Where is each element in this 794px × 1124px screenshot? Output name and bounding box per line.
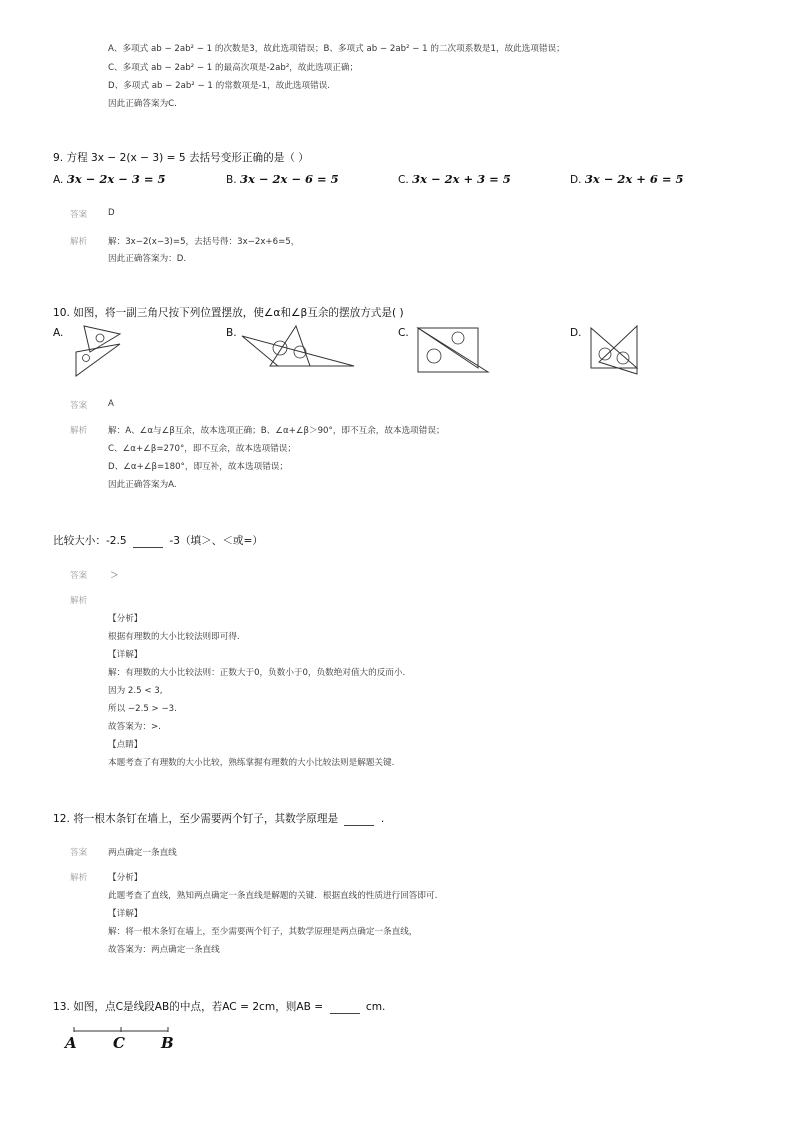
q10-figure-c xyxy=(412,322,492,374)
q11-answer-label: 答案 xyxy=(70,571,88,581)
q10-analysis-line3: D、∠α+∠β=180°，即互补，故本选项错误； xyxy=(108,462,288,472)
q9-option-d-label: D. xyxy=(570,174,582,186)
q10-figure-b xyxy=(240,322,356,372)
q9-option-a-expr: 3x − 2x − 3 = 5 xyxy=(66,172,166,186)
q13-answer-blank xyxy=(330,1003,360,1014)
q13-point-b: B xyxy=(161,1034,174,1052)
q11-answer: ＞ xyxy=(110,571,119,581)
q9-option-d xyxy=(570,172,684,186)
q12-xiangjie-heading: 【详解】 xyxy=(108,909,143,919)
q12-analysis-label: 解析 xyxy=(70,873,88,883)
q11-detail-line2: 因为 2.5 < 3, xyxy=(108,686,163,696)
q12-answer-blank xyxy=(344,815,374,826)
q9-option-b xyxy=(226,172,339,186)
q11-dianjing-text: 本题考查了有理数的大小比较，熟练掌握有理数的大小比较法则是解题关键. xyxy=(108,758,395,768)
q10-answer-label: 答案 xyxy=(70,401,88,411)
q12-answer: 两点确定一条直线 xyxy=(108,848,177,858)
q13-stem xyxy=(53,999,385,1014)
q9-answer-label: 答案 xyxy=(70,210,88,220)
q9-option-b-label: B. xyxy=(226,174,237,186)
q12-stem-pre: 12. 将一根木条钉在墙上，至少需要两个钉子，其数学原理是 xyxy=(53,813,339,825)
q8-explanation-line2: C、多项式 ab − 2ab² − 1 的最高次项是-2ab²，故此选项正确； xyxy=(108,63,359,73)
q11-xiangjie-heading: 【详解】 xyxy=(108,650,143,660)
q11-detail-line3: 所以 −2.5 > −3. xyxy=(108,704,177,714)
q10-answer: A xyxy=(108,399,114,409)
q8-explanation-line3: D、多项式 ab − 2ab² − 1 的常数项是-1，故此选项错误. xyxy=(108,81,331,91)
q11-stem-post: -3（填＞、＜或=） xyxy=(169,535,263,547)
q9-analysis-line2: 因此正确答案为：D. xyxy=(108,254,187,264)
q9-option-c-label: C. xyxy=(398,174,409,186)
q11-stem-pre: 比较大小：-2.5 xyxy=(53,535,127,547)
q9-analysis-line1: 解：3x−2(x−3)=5，去括号得：3x−2x+6=5， xyxy=(108,237,300,247)
q9-option-b-expr: 3x − 2x − 6 = 5 xyxy=(240,172,339,186)
q10-analysis-line1: 解：A、∠α与∠β互余，故本选项正确；B、∠α+∠β＞90°，即不互余，故本选项错误； xyxy=(108,426,445,436)
q11-answer-blank xyxy=(133,537,163,548)
q10-figure-d xyxy=(585,322,651,376)
q10-option-b-label: B. xyxy=(226,327,237,339)
q9-option-a-label: A. xyxy=(53,174,64,186)
q11-detail-line4: 故答案为：>. xyxy=(108,722,161,732)
q11-fenxi-text: 根据有理数的大小比较法则即可得. xyxy=(108,632,240,642)
q10-analysis-line4: 因此正确答案为A. xyxy=(108,480,177,490)
q11-fenxi-heading: 【分析】 xyxy=(108,614,143,624)
q10-stem: 10. 如图，将一副三角尺按下列位置摆放，使∠α和∠β互余的摆放方式是( ) xyxy=(53,307,404,319)
q9-option-c-expr: 3x − 2x + 3 = 5 xyxy=(412,172,511,186)
q10-option-a-label: A. xyxy=(53,327,64,339)
q12-stem xyxy=(53,811,384,826)
q11-detail-line1: 解：有理数的大小比较法则：正数大于0，负数小于0，负数绝对值大的反而小. xyxy=(108,668,406,678)
q12-fenxi-heading: 【分析】 xyxy=(108,873,143,883)
q13-stem-pre: 13. 如图，点C是线段AB的中点，若AC = 2cm，则AB = xyxy=(53,1001,324,1013)
q13-stem-post: cm. xyxy=(365,1001,386,1013)
q8-explanation-line1: A、多项式 ab − 2ab² − 1 的次数是3，故此选项错误；B、多项式 ab − 2ab² − 1 的二次项系数是1，故此选项错误； xyxy=(108,44,565,54)
q11-dianjing-heading: 【点睛】 xyxy=(108,740,143,750)
q13-point-a: A xyxy=(65,1034,77,1052)
q10-figure-a xyxy=(70,322,126,378)
q9-analysis-label: 解析 xyxy=(70,237,88,247)
q8-explanation-line4: 因此正确答案为C. xyxy=(108,99,177,109)
q12-stem-post: . xyxy=(380,813,385,825)
q12-answer-label: 答案 xyxy=(70,848,88,858)
q9-stem: 9. 方程 3x − 2(x − 3) = 5 去括号变形正确的是（ ） xyxy=(53,152,309,164)
q10-option-c-label: C. xyxy=(398,327,409,339)
q13-point-c: C xyxy=(113,1034,125,1052)
q11-stem xyxy=(53,533,263,548)
q9-option-d-expr: 3x − 2x + 6 = 5 xyxy=(584,172,684,186)
q9-option-a xyxy=(53,172,165,186)
q12-detail-line2: 故答案为：两点确定一条直线 xyxy=(108,945,220,955)
q9-option-c xyxy=(398,172,511,186)
q10-analysis-label: 解析 xyxy=(70,426,88,436)
q12-detail-line1: 解：将一根木条钉在墙上，至少需要两个钉子，其数学原理是两点确定一条直线， xyxy=(108,927,418,937)
q12-fenxi-text: 此题考查了直线，熟知两点确定一条直线是解题的关键．根据直线的性质进行回答即可. xyxy=(108,891,438,901)
q10-option-d-label: D. xyxy=(570,327,582,339)
q11-analysis-label: 解析 xyxy=(70,596,88,606)
q9-answer: D xyxy=(108,208,115,218)
q10-analysis-line2: C、∠α+∠β=270°，即不互余，故本选项错误； xyxy=(108,444,296,454)
